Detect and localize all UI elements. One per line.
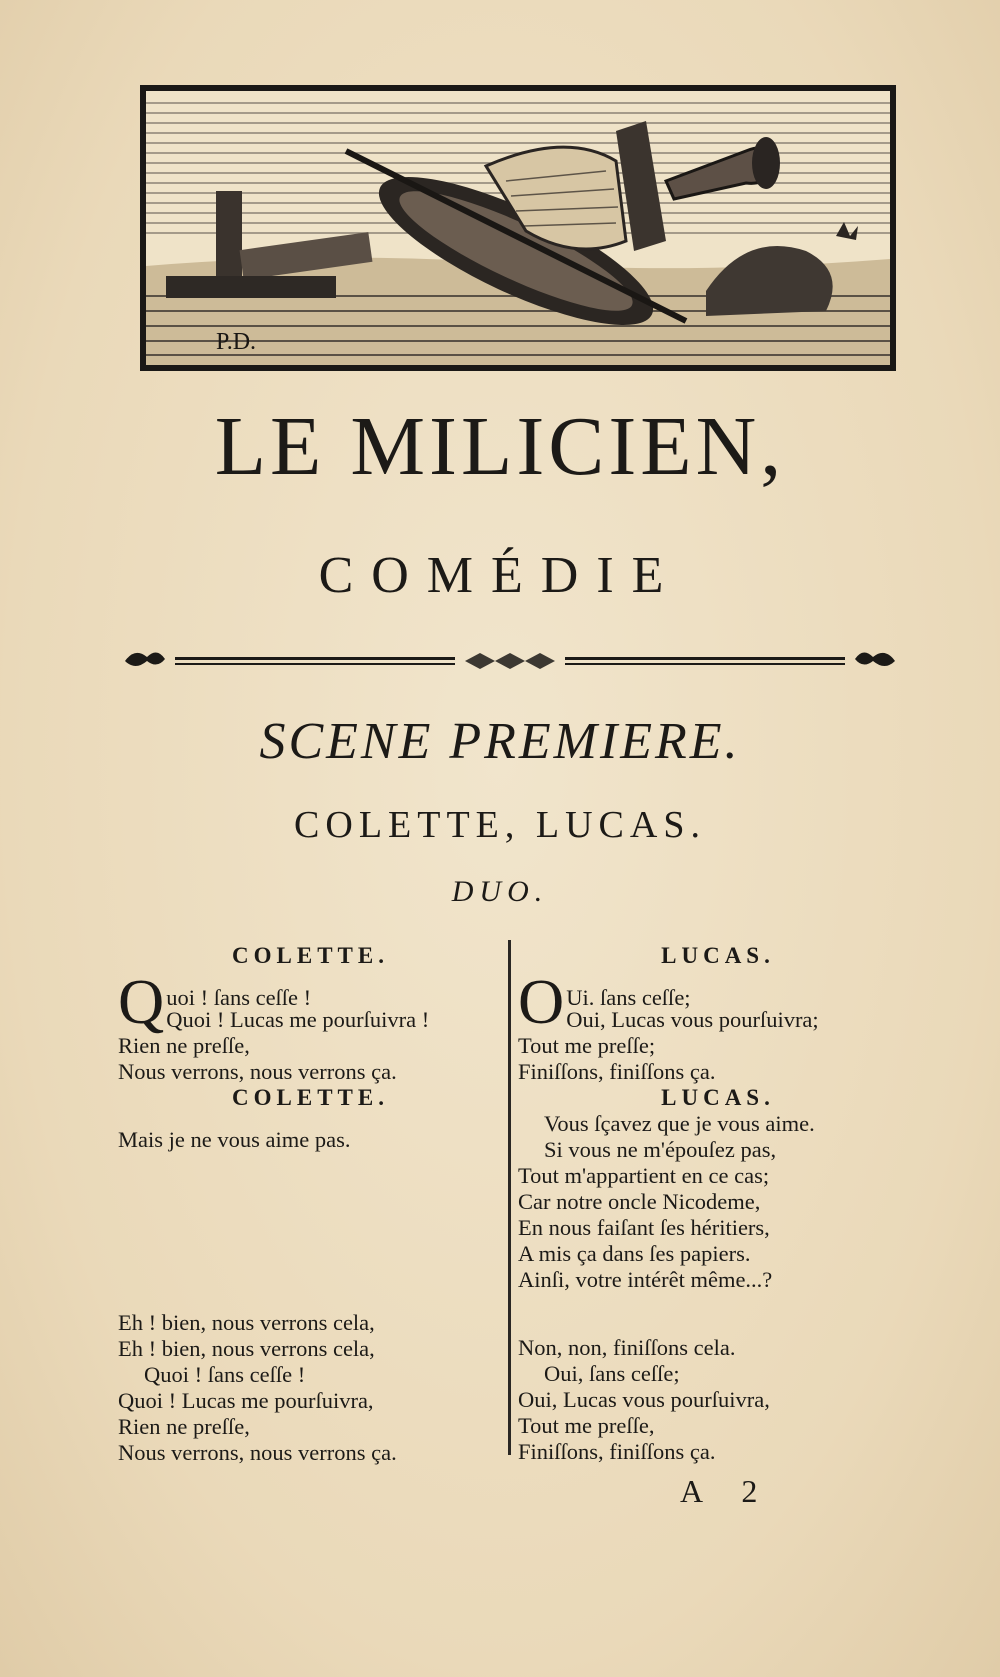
colette-column	[118, 943, 503, 1153]
verse-line: En nous faiſant ſes héritiers,	[518, 1215, 770, 1240]
verse-line: Oui, Lucas vous pourſuivra;	[566, 1007, 819, 1032]
lucas-column-continued	[518, 1335, 918, 1465]
verse-line: Nous verrons, nous verrons ça.	[118, 1059, 397, 1084]
verse-block	[518, 966, 918, 1085]
speaker-colette: COLETTE.	[232, 1085, 389, 1110]
verse-line: Tout me preſſe;	[518, 1033, 656, 1058]
verse-line: Q uoi ! ſans ceſſe !	[118, 966, 312, 1037]
verse-line: Mais je ne vous aime pas.	[118, 1127, 351, 1152]
verse-line: Oui, ſans ceſſe;	[544, 1361, 680, 1386]
column-divider	[508, 940, 511, 1455]
vignette-illustration	[146, 91, 890, 365]
verse-line: Quoi ! Lucas me pourſuivra !	[166, 1007, 430, 1032]
speaker-lucas: LUCAS.	[661, 943, 775, 968]
verse-line: Eh ! bien, nous verrons cela,	[118, 1310, 375, 1335]
verse-line: Quoi ! Lucas me pourſuivra,	[118, 1388, 374, 1413]
verse-line: Rien ne preſſe,	[118, 1033, 250, 1058]
verse-line: O Ui. ſans ceſſe;	[518, 966, 691, 1037]
lucas-column	[518, 943, 918, 1293]
verse-line: Vous ſçavez que je vous aime.	[544, 1111, 815, 1136]
drop-cap: Q	[118, 966, 165, 1037]
page-signature-mark: A 2	[680, 1473, 774, 1509]
verse-line: Tout me preſſe,	[518, 1413, 655, 1438]
speaker-lucas: LUCAS.	[661, 1085, 775, 1110]
verse-line: Si vous ne m'épouſez pas,	[544, 1137, 777, 1162]
verse-line: Finiſſons, finiſſons ça.	[518, 1059, 716, 1084]
woodcut-vignette	[140, 85, 896, 371]
duo-heading: DUO.	[451, 875, 549, 908]
play-title: LE MILICIEN,	[214, 400, 786, 493]
verse-line: Tout m'appartient en ce cas;	[518, 1163, 770, 1188]
verse-line: Car notre oncle Nicodeme,	[518, 1189, 761, 1214]
drop-cap: O	[518, 966, 565, 1037]
verse-block	[118, 966, 503, 1085]
engraver-signature: P.D.	[216, 329, 257, 355]
characters-heading: COLETTE, LUCAS.	[294, 804, 706, 846]
speaker-colette: COLETTE.	[232, 943, 389, 968]
ornamental-rule	[125, 645, 895, 677]
colette-column-continued	[118, 1310, 503, 1466]
verse-line: Oui, Lucas vous pourſuivra,	[518, 1387, 770, 1412]
verse-line: Eh ! bien, nous verrons cela,	[118, 1336, 375, 1361]
verse-line: Finiſſons, finiſſons ça.	[518, 1439, 716, 1464]
verse-line: Rien ne preſſe,	[118, 1414, 250, 1439]
verse-line: A mis ça dans ſes papiers.	[518, 1241, 751, 1266]
scene-heading: SCENE PREMIERE.	[259, 713, 741, 770]
verse-line: Ainſi, votre intérêt même...?	[518, 1267, 773, 1292]
verse-line: Quoi ! ſans ceſſe !	[144, 1362, 306, 1387]
play-subtitle: COMÉDIE	[318, 547, 682, 604]
verse-line: Nous verrons, nous verrons ça.	[118, 1440, 397, 1465]
verse-line: Non, non, finiſſons cela.	[518, 1335, 736, 1360]
